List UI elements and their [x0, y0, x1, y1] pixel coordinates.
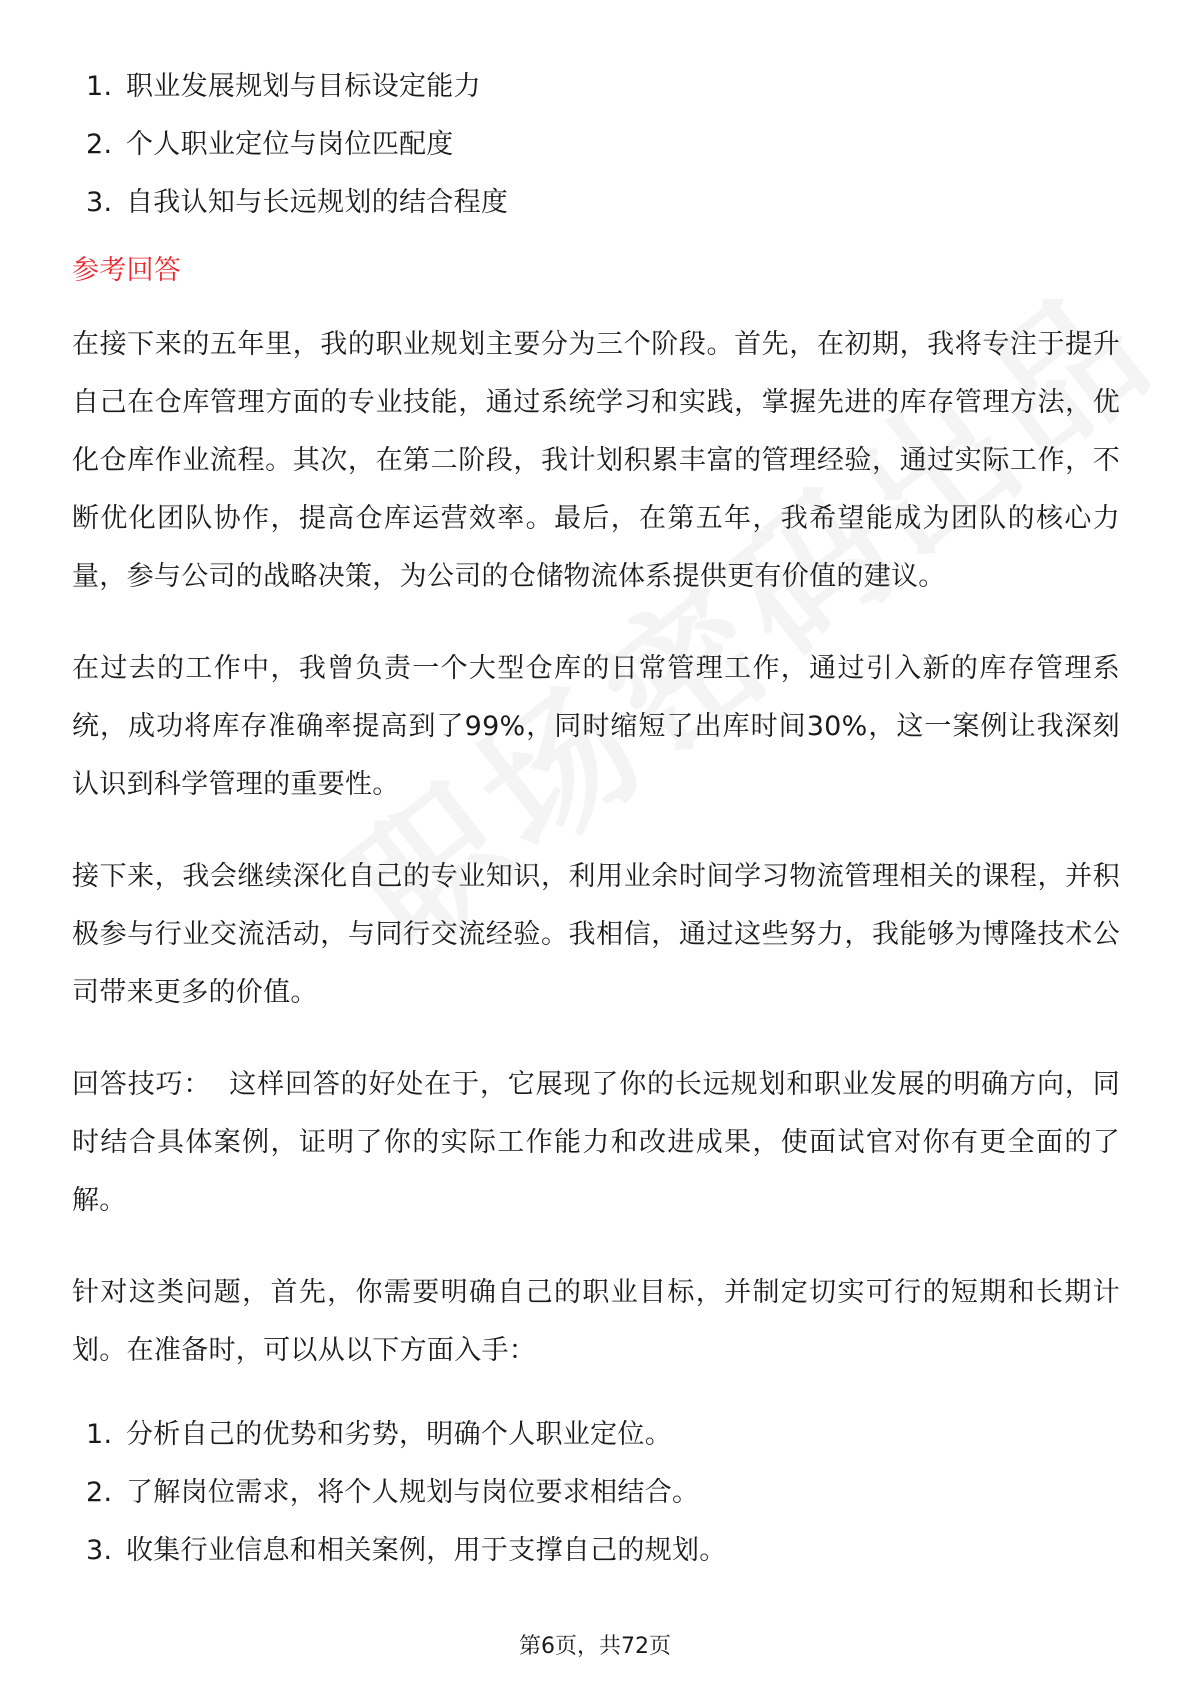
list-item	[86, 1522, 1120, 1580]
page-content	[72, 58, 1120, 1580]
list-item	[86, 58, 1120, 116]
tip-paragraph	[72, 1056, 1120, 1230]
list-item-number: 1.	[86, 1419, 113, 1450]
answer-paragraph: 在过去的工作中，我曾负责一个大型仓库的日常管理工作，通过引入新的库存管理系统，成功将库存准确率提高到了99%，同时缩短了出库时间30%，这一案例让我深刻认识到科学管理的重要性。	[72, 653, 1120, 800]
list-item	[86, 174, 1120, 232]
criteria-list	[72, 58, 1120, 232]
list-item-text: 自我认知与长远规划的结合程度	[126, 187, 509, 218]
section-heading: 参考回答	[72, 255, 182, 286]
answer-paragraph: 在接下来的五年里，我的职业规划主要分为三个阶段。首先，在初期，我将专注于提升自己在仓库管理方面的专业技能，通过系统学习和实践，掌握先进的库存管理方法，优化仓库作业流程。其次，在第二阶段，我计划积累丰富的管理经验，通过实际工作，不断优化团队协作，提高仓库运营效率。最后，在第五年，我希望能成为团队的核心力量，参与公司的战略决策，为公司的仓储物流体系提供更有价值的建议。	[72, 329, 1120, 592]
list-item-text: 收集行业信息和相关案例，用于支撑自己的规划。	[126, 1535, 727, 1566]
list-item-text: 个人职业定位与岗位匹配度	[126, 129, 454, 160]
list-item-number: 1.	[86, 71, 113, 102]
list-item	[86, 1464, 1120, 1522]
tip-text: 这样回答的好处在于，它展现了你的长远规划和职业发展的明确方向，同时结合具体案例，证明了你的实际工作能力和改进成果，使面试官对你有更全面的了解。	[72, 1069, 1120, 1216]
list-item-text: 职业发展规划与目标设定能力	[126, 71, 481, 102]
page-number: 第6页，共72页	[519, 1634, 671, 1659]
tip-label: 回答技巧：	[72, 1069, 212, 1100]
list-item-text: 了解岗位需求，将个人规划与岗位要求相结合。	[126, 1477, 700, 1508]
list-item-number: 2.	[86, 129, 113, 160]
preparation-list	[72, 1406, 1120, 1580]
advice-paragraph: 针对这类问题，首先，你需要明确自己的职业目标，并制定切实可行的短期和长期计划。在准备时，可以从以下方面入手：	[72, 1277, 1120, 1366]
answer-paragraph: 接下来，我会继续深化自己的专业知识，利用业余时间学习物流管理相关的课程，并积极参与行业交流活动，与同行交流经验。我相信，通过这些努力，我能够为博隆技术公司带来更多的价值。	[72, 861, 1120, 1008]
list-item	[86, 116, 1120, 174]
list-item	[86, 1406, 1120, 1464]
list-item-number: 2.	[86, 1477, 113, 1508]
list-item-number: 3.	[86, 187, 113, 218]
list-item-number: 3.	[86, 1535, 113, 1566]
list-item-text: 分析自己的优势和劣势，明确个人职业定位。	[126, 1419, 672, 1450]
